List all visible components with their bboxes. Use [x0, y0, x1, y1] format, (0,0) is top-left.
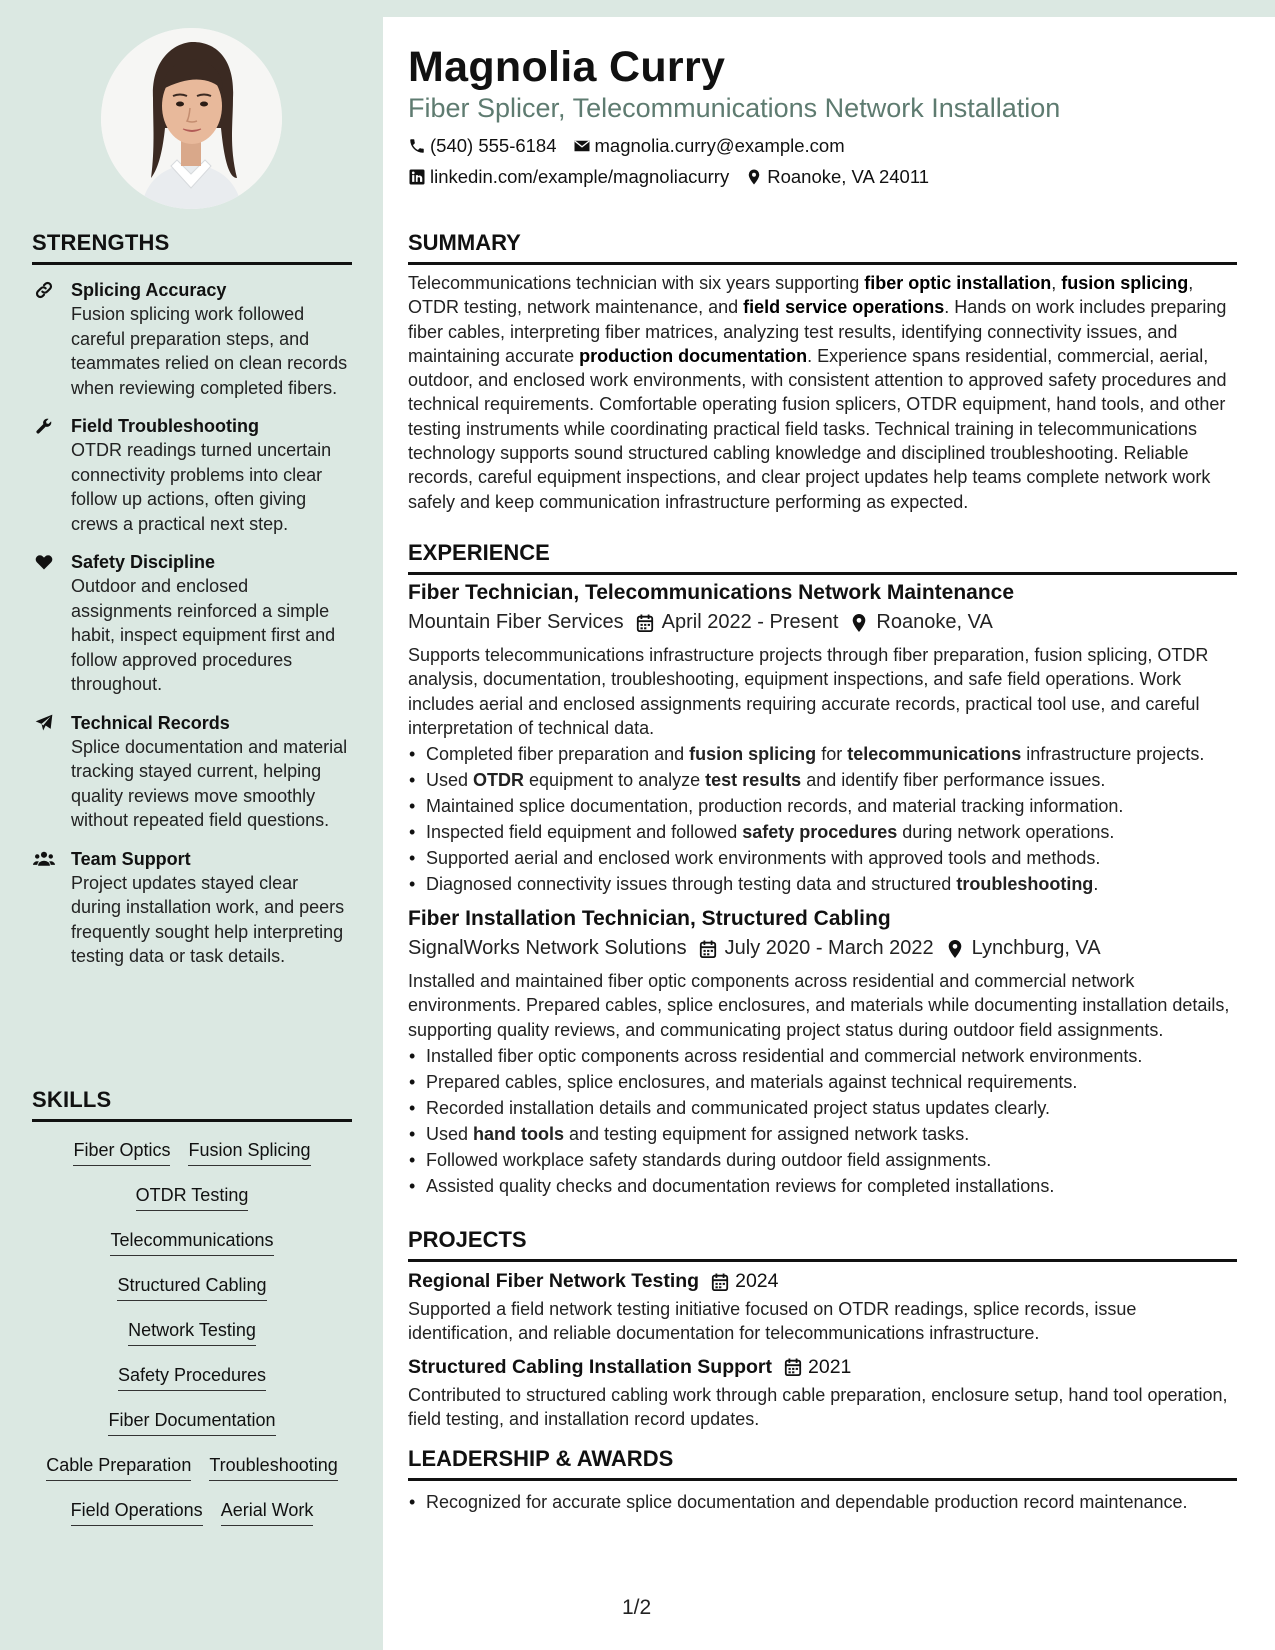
awards-section: [408, 1446, 1237, 1515]
job-meta: [408, 937, 1237, 960]
skills-heading: SKILLS: [32, 1087, 352, 1122]
job-location-text: Lynchburg, VA: [971, 937, 1101, 960]
project-year-text: 2021: [808, 1355, 852, 1378]
calendar-icon: [784, 1357, 802, 1377]
calendar-icon: [636, 613, 654, 633]
job-dates: [699, 937, 934, 960]
summary-section: [408, 230, 1237, 514]
skill-tag: Aerial Work: [221, 1498, 314, 1526]
experience-heading: EXPERIENCE: [408, 540, 1237, 575]
job-title: Fiber Installation Technician, Structured Cabling: [408, 907, 891, 931]
text-span: Used: [426, 770, 474, 791]
text-span: Used: [426, 1124, 474, 1145]
project-title: [408, 1270, 1237, 1293]
bold-text: troubleshooting: [956, 874, 1094, 895]
projects-section: [408, 1227, 1237, 1431]
project-year-text: 2024: [735, 1270, 779, 1292]
skill-row: [32, 1494, 352, 1539]
text-span: Completed fiber preparation and: [426, 744, 690, 765]
strength-item: [32, 847, 352, 969]
skill-row: [32, 1404, 352, 1449]
bold-text: fusion splicing: [1061, 273, 1189, 293]
skill-tag: Network Testing: [128, 1318, 256, 1346]
linkedin-icon: [408, 168, 426, 186]
text-span: for: [816, 744, 848, 765]
strength-item: [32, 711, 352, 833]
text-span: Inspected field equipment and followed: [426, 822, 743, 843]
bold-text: safety procedures: [742, 822, 898, 843]
skill-row: [32, 1134, 352, 1179]
bold-text: fiber optic installation: [864, 273, 1052, 293]
strength-description: Splice documentation and material tracking stayed current, helping quality reviews move smoothly without repeated field questions.: [71, 736, 348, 830]
wrench-icon: [33, 416, 55, 436]
award-item: • Recognized for accurate splice documentation and dependable production record maintenance.: [408, 1489, 1237, 1515]
strength-item: [32, 278, 352, 400]
text-span: Diagnosed connectivity issues through testing data and structured: [426, 874, 957, 895]
strength-title: Field Troubleshooting: [71, 416, 259, 436]
calendar-icon: [699, 939, 717, 959]
skill-tag: Cable Preparation: [46, 1453, 191, 1481]
location-text: Roanoke, VA 24011: [767, 166, 930, 187]
text-span: Recorded installation details and communicated project status updates clearly.: [426, 1098, 1051, 1119]
job-entry: [408, 581, 1237, 897]
project-entry: [408, 1356, 1237, 1432]
experience-section: [408, 540, 1237, 1199]
users-icon: [33, 849, 55, 869]
project-title: [408, 1356, 1237, 1379]
job-meta: [408, 611, 1237, 634]
contact-row-2: [408, 166, 929, 188]
text-span: . Experience spans residential, commercial, aerial, outdoor, and enclosed work environments, with consistent attention to approved safety procedures and technical requirements. Comfortable operating fusion splicers, OTDR equipment, hand tools, and other testing instruments while coordinating practical field tasks. Technical training in telecommunications technology supports sound structured cabling knowledge and disciplined troubleshooting. Reliable records, careful equipment inspections, and clear project updates help teams complete network work safely and keep communication infrastructure performing as expected.: [408, 345, 1227, 512]
bullet-item: [408, 819, 1237, 845]
skill-tag: Fiber Documentation: [108, 1408, 275, 1436]
text-span: Supported aerial and enclosed work environments with approved tools and methods.: [426, 848, 1101, 869]
summary-heading: SUMMARY: [408, 230, 1237, 265]
email-contact: [573, 135, 845, 157]
avatar: [101, 28, 282, 209]
text-span: during network operations.: [897, 822, 1115, 843]
project-entry: [408, 1270, 1237, 1346]
strengths-section: [32, 230, 352, 969]
phone-contact: [408, 135, 557, 157]
text-span: Telecommunications technician with six years supporting: [408, 273, 865, 293]
strength-title: Splicing Accuracy: [71, 280, 227, 300]
job-dates-text: July 2020 - March 2022: [724, 937, 934, 960]
page-number: 1/2: [622, 1596, 652, 1619]
strengths-heading: STRENGTHS: [32, 230, 352, 265]
skill-tag: Safety Procedures: [118, 1363, 266, 1391]
skills-list: [32, 1134, 352, 1539]
text-span: Installed fiber optic components across residential and commercial network environments.: [426, 1046, 1143, 1067]
strength-item: [32, 550, 352, 697]
main-content: [383, 17, 1275, 1650]
job-dates-text: April 2022 - Present: [661, 611, 839, 633]
bold-text: telecommunications: [847, 744, 1022, 765]
project-year: [711, 1270, 778, 1293]
phone-number[interactable]: (540) 555-6184: [430, 135, 557, 156]
project-description: Supported a field network testing initiative focused on OTDR readings, splice records, issue identification, and reliable documentation for telecommunications infrastructure.: [408, 1299, 1137, 1344]
strength-item: [32, 414, 352, 536]
bullet-item: [408, 845, 1237, 871]
link-icon: [33, 280, 55, 300]
project-name: Structured Cabling Installation Support: [408, 1355, 773, 1378]
bold-text: production documentation: [579, 345, 808, 366]
bullet-item: [408, 871, 1237, 897]
location-contact: [745, 166, 929, 188]
text-span: . Hands on work includes preparing fiber cables, interpreting fiber matrices, analyzing test results, identifying connectivity issues, and maintaining accurate: [408, 297, 1227, 366]
project-description: Contributed to structured cabling work through cable preparation, enclosure setup, hand tool operation, field testing, and installation record updates.: [408, 1384, 1228, 1429]
text-span: infrastructure projects.: [1021, 744, 1205, 765]
job-bullets: [408, 741, 1237, 897]
candidate-name: Magnolia Curry: [408, 43, 726, 91]
sidebar: [0, 0, 383, 1650]
bullet-item: [408, 793, 1237, 819]
strength-description: Fusion splicing work followed careful preparation steps, and teammates relied on clean records when reviewing completed fibers.: [71, 304, 348, 398]
text-span: and identify fiber performance issues.: [801, 770, 1106, 791]
skill-row: [32, 1314, 352, 1359]
project-name: Regional Fiber Network Testing: [408, 1270, 700, 1292]
skill-tag: Structured Cabling: [117, 1273, 266, 1301]
job-location: [946, 937, 1101, 960]
linkedin-contact: [408, 166, 729, 188]
linkedin-url[interactable]: linkedin.com/example/magnoliacurry: [430, 166, 730, 187]
strength-description: Project updates stayed clear during installation work, and peers frequently sought help interpreting testing data or task details.: [71, 872, 345, 966]
bullet-item: [408, 1121, 1237, 1147]
phone-icon: [408, 137, 426, 155]
summary-text: [408, 271, 1237, 514]
candidate-title: Fiber Splicer, Telecommunications Network Installation: [408, 93, 1061, 123]
project-year: [784, 1356, 851, 1379]
job-dates: [636, 611, 839, 634]
job-title: Fiber Technician, Telecommunications Network Maintenance: [408, 581, 1015, 604]
projects-heading: PROJECTS: [408, 1227, 1237, 1262]
bold-text: OTDR: [473, 770, 525, 791]
skill-tag: OTDR Testing: [136, 1183, 249, 1211]
text-span: ,: [1051, 273, 1062, 293]
project-list: [408, 1270, 1237, 1431]
skill-tag: Fusion Splicing: [188, 1138, 310, 1166]
bullet-item: [408, 767, 1237, 793]
job-location-text: Roanoke, VA: [876, 611, 993, 633]
strength-title: Safety Discipline: [71, 552, 216, 572]
text-span: , OTDR testing, network maintenance, and: [408, 273, 1194, 318]
bullet-item: [408, 1069, 1237, 1095]
awards-list: [408, 1489, 1237, 1515]
strength-description: OTDR readings turned uncertain connectivity problems into clear follow up actions, often giving crews a practical next step.: [71, 440, 332, 534]
email-address[interactable]: magnolia.curry@example.com: [594, 135, 845, 156]
skill-tag: Field Operations: [71, 1498, 203, 1526]
bullet-item: [408, 1095, 1237, 1121]
bold-text: field service operations: [743, 297, 945, 318]
text-span: equipment to analyze: [524, 770, 706, 791]
text-span: Followed workplace safety standards during outdoor field assignments.: [426, 1150, 992, 1171]
job-location: [850, 611, 992, 634]
bullet-item: [408, 1147, 1237, 1173]
strength-description: Outdoor and enclosed assignments reinforced a simple habit, inspect equipment first and follow approved procedures throughout.: [71, 576, 336, 694]
skill-tag: Troubleshooting: [209, 1453, 337, 1481]
job-description: Installed and maintained fiber optic components across residential and commercial network environments. Prepared cables, splice enclosures, and materials while documenting installation details, supporting quality reviews, and communicating project status during outdoor field assignments.: [408, 971, 1230, 1040]
map-pin-icon: [745, 168, 763, 186]
text-span: Assisted quality checks and documentation reviews for completed installations.: [426, 1176, 1055, 1197]
job-description: Supports telecommunications infrastructure projects through fiber preparation, fusion splicing, OTDR analysis, documentation, troubleshooting, equipment inspections, and safe field operations. Work includes aerial and enclosed assignments requiring accurate records, practical tool use, and careful interpretation of technical data.: [408, 645, 1209, 738]
calendar-icon: [711, 1272, 729, 1292]
bold-text: hand tools: [473, 1124, 565, 1145]
bold-text: fusion splicing: [689, 744, 817, 765]
text-span: .: [1093, 874, 1099, 895]
paper-plane-icon: [33, 713, 55, 733]
skill-row: [32, 1224, 352, 1269]
strength-title: Team Support: [71, 848, 191, 869]
text-span: and testing equipment for assigned network tasks.: [564, 1124, 970, 1145]
strength-title: Technical Records: [71, 712, 230, 733]
company-name: Mountain Fiber Services: [408, 611, 624, 633]
contact-row: [408, 135, 845, 157]
envelope-icon: [573, 137, 591, 155]
bullet-item: [408, 741, 1237, 767]
skill-tag: Fiber Optics: [73, 1138, 170, 1166]
job-bullets: [408, 1043, 1237, 1199]
job-entry: [408, 907, 1237, 1199]
job-list: [408, 581, 1237, 1199]
heart-icon: [33, 552, 55, 572]
profile-photo: [101, 28, 282, 209]
skill-row: [32, 1449, 352, 1494]
skill-row: [32, 1359, 352, 1404]
text-span: Maintained splice documentation, production records, and material tracking information.: [426, 796, 1124, 817]
skill-tag: Telecommunications: [110, 1228, 273, 1256]
skill-row: [32, 1179, 352, 1224]
bullet-item: [408, 1173, 1237, 1199]
skill-row: [32, 1269, 352, 1314]
skills-section: [32, 1087, 352, 1539]
map-pin-icon: [850, 613, 868, 633]
bullet-item: [408, 1043, 1237, 1069]
map-pin-icon: [946, 939, 964, 959]
awards-heading: LEADERSHIP & AWARDS: [408, 1446, 1237, 1481]
text-span: Prepared cables, splice enclosures, and materials against technical requirements.: [426, 1072, 1078, 1093]
bold-text: test results: [705, 770, 802, 791]
company-name: SignalWorks Network Solutions: [408, 937, 687, 960]
